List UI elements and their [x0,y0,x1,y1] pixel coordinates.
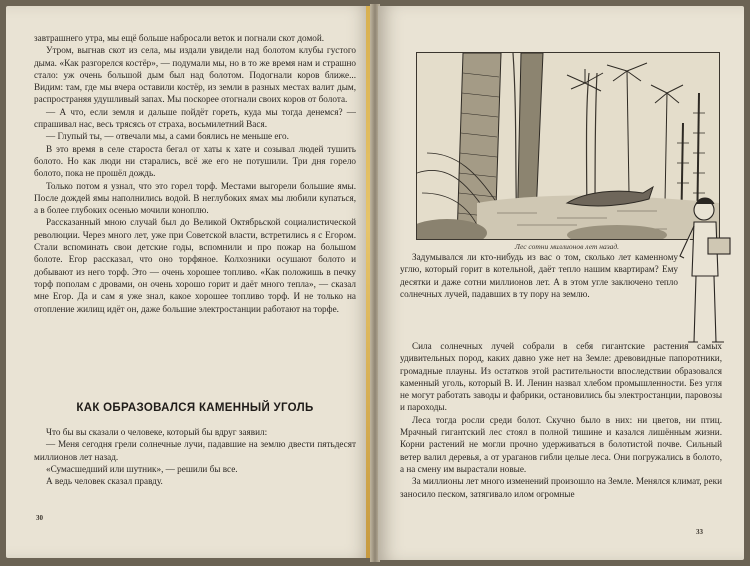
right-page [378,6,744,560]
left-page [6,6,372,558]
paragraph: А ведь человек сказал правду. [46,476,163,487]
section-heading: КАК ОБРАЗОВАЛСЯ КАМЕННЫЙ УГОЛЬ [76,402,314,414]
left-text-top [34,32,356,315]
right-text [400,340,722,500]
paragraph: — Меня сегодня грели солнечные лучи, падавшие на землю двести пятьдесят миллионов лет назад. [34,439,356,462]
page-number: 33 [696,528,703,536]
page-number: 30 [36,514,43,522]
paragraph: В это время в селе староста бегал от хаты к хате и созывал людей тушить болото. Но как люди ни старались, всё же его не потушили. Три дня горело болото, пока не прошёл дождь. [34,143,356,179]
paragraph: Сила солнечных лучей собрали в себя гигантские растения самых удивительных пород, каких давно уже нет на Земле: древовидные папоротники, громадные плауны. Из остатков этой растительности впоследствии образовался каменный уголь, который В. И. Ленин назвал хлебом промышленности. Без угля не могут работать заводы и фабрики, остановились бы электростанции, паровозы и пароходы. [400,341,722,413]
paragraph: завтрашнего утра, мы ещё больше набросали веток и погнали скот домой. [34,33,325,43]
right-text-narrow [400,251,678,300]
paragraph: Только потом я узнал, что это горел торф. Местами выгорели большие ямы. После дождей ямы наполнились водой. В неглубоких ямах мы любили купаться, а в более глубоких осенью мочили коноплю. [34,180,356,216]
paragraph: — А что, если земля и дальше пойдёт гореть, куда мы тогда денемся? — спрашивал нас, весь трясясь от страха, восьмилетний Вася. [34,106,356,130]
boy-figure-icon [674,196,738,346]
illustration-caption: Лес сотни миллионов лет назад. [514,242,620,251]
paragraph: — Глупый ты, — отвечали мы, а сами боялись не меньше его. [46,131,289,142]
paragraph: Утром, выгнав скот из села, мы издали увидели над болотом клубы густого дыма. «Как разгорелся костёр», — подумали мы, но в то же время нам и страшно стало: уж очень большой дым был над болотом. Подогнали коров ближе... Видим: там, где мы вчера оставили костёр, из земли в разных местах валит дым, распространяя удушливый запах. Мы поскорее отогнали своих коров от болота. [34,45,356,105]
left-text-bottom [34,426,356,487]
paragraph: Рассказанный мною случай был до Великой Октябрьской социалистической революции. Через много лет, уже при Советской власти, встретились я с Егором. Стали вспоминать свои детские годы, вспомнили и про пожар на большом болоте. Егор рассказал, что оно торфяное. Колхозники осушают болото и добывают из него торф. Это — очень хорошее топливо. «Как положишь в печку торф пополам с дровами, он очень хорошо горит и даёт много тепла», — сказал мне Егор. Да и сам я уже знал, какое хорошее топливо торф. И не только на отопление жилищ идёт он, даже большие электростанции работают на торфе. [34,217,356,314]
paragraph: Леса тогда росли среди болот. Скучно было в них: ни цветов, ни птиц. Мрачный гигантский лес стоял в полной тишине и казался лишённым жизни. Корни растений не могли прочно удерживаться в болотистой почве. Сильный ветер валил деревья, а от ураганов гибли целые леса. Они погружались в болото, а на смену им вырастали новые. [400,414,722,474]
paragraph: Задумывался ли кто-нибудь из вас о том, сколько лет каменному углю, который горит в котельной, даёт тепло нашим квартирам? Ему десятки и даже сотни миллионов лет. А в этом угле заключено тепло солнечных лучей, падавших в ту пору на землю. [400,252,678,299]
paragraph: Что бы вы сказали о человеке, который бы вдруг заявил: [46,427,268,437]
paragraph: «Сумасшедший или шутник», — решили бы все. [46,463,238,474]
paragraph: За миллионы лет много изменений произошло на Земле. Менялся климат, реки заносило песком, затягивало илом огромные [400,476,722,499]
